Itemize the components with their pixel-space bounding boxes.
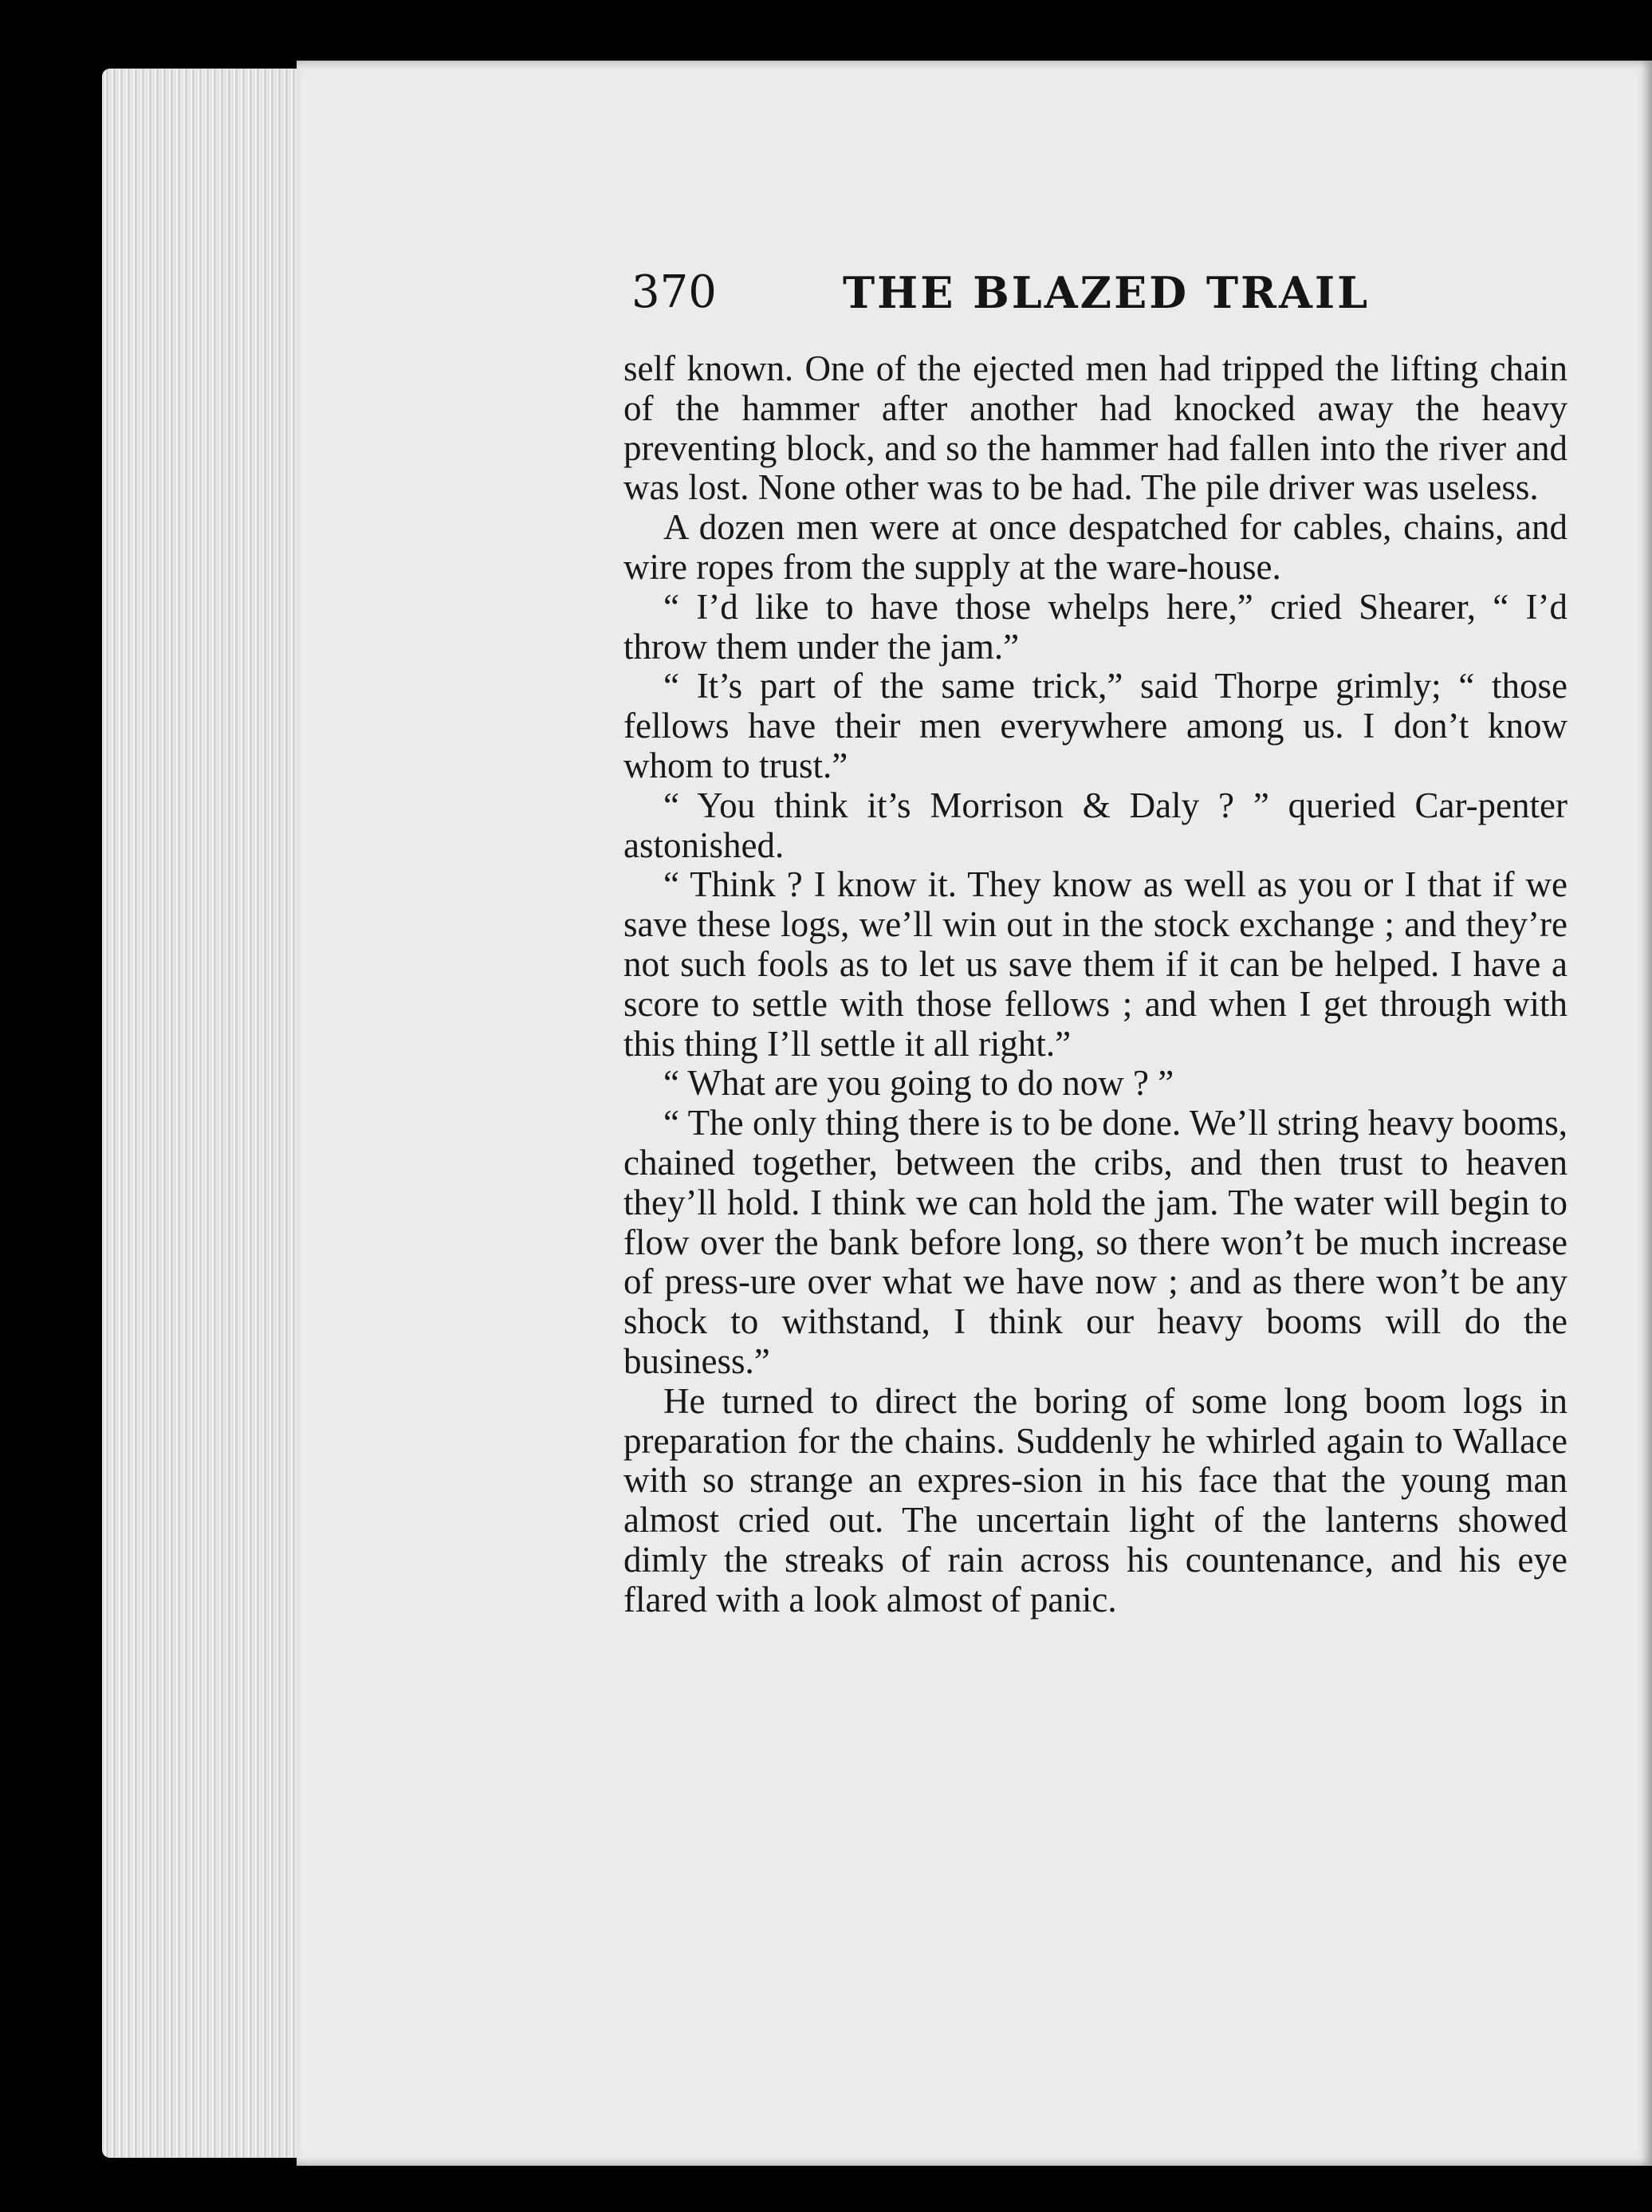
- paragraph: “ The only thing there is to be done. We’ll string heavy booms, chained together, between the cribs, and then trust to heaven they’ll hold. I think we can hold the jam. The water will begin to flow over the bank before long, so there won’t be much increase of press-ure over what we have now ; and as there won’t be any shock to withstand, I think our heavy booms will do the business.”: [623, 1103, 1567, 1381]
- paragraph: “ I’d like to have those whelps here,” cried Shearer, “ I’d throw them under the jam.”: [623, 586, 1567, 667]
- paragraph: “ It’s part of the same trick,” said Thorpe grimly; “ those fellows have their men everywhere among us. I don’t know whom to trust.”: [623, 666, 1567, 785]
- running-title: THE BLAZED TRAIL: [843, 267, 1371, 318]
- body-text: [623, 349, 1567, 1620]
- paragraph: A dozen men were at once despatched for cables, chains, and wire ropes from the supply at the ware-house.: [623, 507, 1567, 587]
- paragraph: “ Think ? I know it. They know as well as you or I that if we save these logs, we’ll win out in the stock exchange ; and they’re not such fools as to let us save them if it can be helped. I have a score to settle with those fellows ; and when I get through with this thing I’ll settle it all right.”: [623, 864, 1567, 1064]
- paragraph: self known. One of the ejected men had tripped the lifting chain of the hammer after another had knocked away the heavy preventing block, and so the hammer had fallen into the river and was lost. None other was to be had. The pile driver was useless.: [623, 348, 1567, 508]
- paragraph: He turned to direct the boring of some long boom logs in preparation for the chains. Suddenly he whirled again to Wallace with so strange an expres-sion in his face that the young man almost cried out. The uncertain light of the lanterns showed dimly the streaks of rain across his countenance, and his eye flared with a look almost of panic.: [623, 1380, 1567, 1620]
- page-edges: [102, 69, 311, 2158]
- page-number: 370: [631, 266, 717, 318]
- paragraph: “ You think it’s Morrison & Daly ? ” queried Car-penter astonished.: [623, 785, 1567, 865]
- paragraph: “ What are you going to do now ? ”: [663, 1063, 1174, 1104]
- running-head: [631, 257, 1429, 329]
